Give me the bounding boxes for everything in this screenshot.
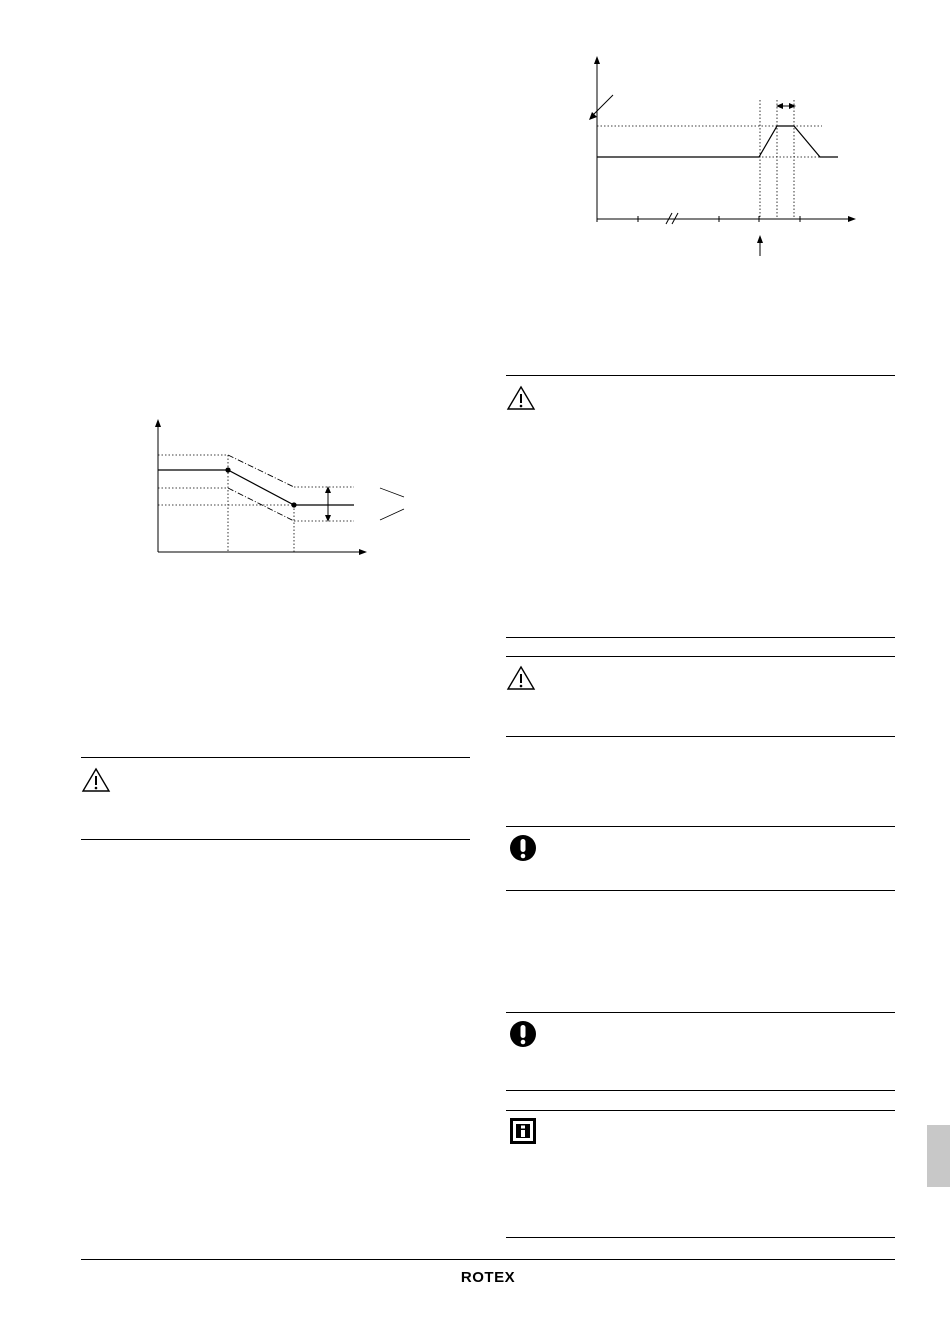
- x-axis-arrowhead-right: [848, 216, 856, 222]
- notice-rule-1: [506, 375, 895, 376]
- notice-rule-9: [506, 1110, 895, 1111]
- notice-rule-8: [506, 1090, 895, 1091]
- temperature-profile: [597, 126, 838, 157]
- chapter-side-tab: [927, 1125, 950, 1187]
- warning-triangle-icon: [506, 385, 536, 411]
- y-axis-arrowhead-right: [594, 56, 600, 64]
- exclamation-circle-icon: [509, 834, 537, 862]
- brand-logo: [455, 1270, 521, 1286]
- pointer-arrow-line: [593, 95, 613, 115]
- brand-logo-text: ROTEX: [460, 1269, 516, 1286]
- exclamation-circle-icon: [509, 1020, 537, 1048]
- footer-rule: [81, 1259, 895, 1260]
- notice-rule-2: [506, 637, 895, 638]
- notice-rule-4: [506, 736, 895, 737]
- information-box-icon: [509, 1117, 537, 1145]
- notice-rule-10: [506, 1237, 895, 1238]
- warning-triangle-icon: [506, 665, 536, 691]
- time-axes: [597, 62, 850, 219]
- warning-triangle-icon: [81, 767, 111, 793]
- time-reference-lines: [597, 100, 822, 219]
- notice-rule-7: [506, 1012, 895, 1013]
- notice-rule-6: [506, 890, 895, 891]
- notice-rule-top-left: [81, 757, 470, 758]
- notice-rule-bottom-left: [81, 839, 470, 840]
- notice-rule-5: [506, 826, 895, 827]
- notice-rule-3: [506, 656, 895, 657]
